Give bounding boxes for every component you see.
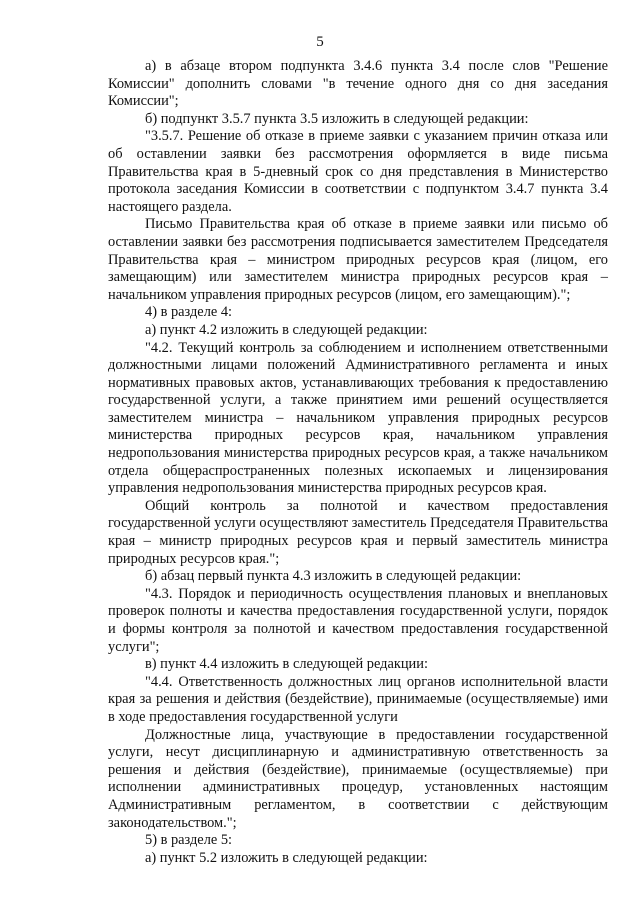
document-body xyxy=(108,58,608,867)
paragraph-refusal-letter: Письмо Правительства края об отказе в приеме заявки или письмо об оставлении заявки без рассмотрения подписывается заместителем Председателя Правительства края – министром природных ресурсов края (лицом, его замещающим) или заместителем министра природных ресурсов края – начальником управления природных ресурсов (лицом, его замещающим)."; xyxy=(108,216,608,303)
paragraph-3-5-7-text: "3.5.7. Решение об отказе в приеме заявки с указанием причин отказа или об оставлении заявки без рассмотрения оформляется в виде письма Правительства края в 5-дневный срок со дня представления в Министерство протокола заседания Комиссии в соответствии с подпунктом 3.4.7 пункта 3.4 настоящего раздела. xyxy=(108,128,608,215)
paragraph-4-4-text: "4.4. Ответственность должностных лиц органов исполнительной власти края за решения и действия (бездействие), принимаемые (осуществляемые) ими в ходе предоставления государственной услуги xyxy=(108,673,608,725)
paragraph-general-control: Общий контроль за полнотой и качеством предоставления государственной услуги осуществляют заместитель Председателя Правительства края – министр природных ресурсов края и первый заместитель министра природных ресурсов края."; xyxy=(108,497,608,567)
paragraph-4-2-text: "4.2. Текущий контроль за соблюдением и исполнением ответственными должностными лицами положений Административного регламента и иных нормативных правовых актов, устанавливающих требования к предоставлению государственной услуги, а также принятием ими решений осуществляется заместителем министра – начальником управления природных ресурсов министерства природных ресурсов края, начальником управления недропользования министерства природных ресурсов края, а также начальником отдела общераспространенных полезных ископаемых и лицензирования управления недропользования министерства природных ресурсов края. xyxy=(108,339,608,497)
paragraph-item-3-5-7-intro: б) подпункт 3.5.7 пункта 3.5 изложить в следующей редакции: xyxy=(145,110,529,127)
paragraph-item-5-2-intro: а) пункт 5.2 изложить в следующей редакции: xyxy=(145,849,428,866)
paragraph-officials-liability: Должностные лица, участвующие в предоставлении государственной услуги, несут дисциплинарную и административную ответственность за решения и действия (бездействие), принимаемые (осуществляемые) при исполнении административных процедур, установленных настоящим Административным регламентом, в соответствии с действующим законодательством."; xyxy=(108,726,608,831)
paragraph-4-3-text: "4.3. Порядок и периодичность осуществления плановых и внеплановых проверок полноты и качества предоставления государственной услуги, порядок и формы контроля за полнотой и качеством предоставления государственной услуги"; xyxy=(108,585,608,655)
paragraph-item-4-3-intro: б) абзац первый пункта 4.3 изложить в следующей редакции: xyxy=(145,568,522,585)
paragraph-item-4-2-intro: а) пункт 4.2 изложить в следующей редакции: xyxy=(145,321,428,338)
paragraph-section-5: 5) в разделе 5: xyxy=(145,832,233,849)
paragraph-amendment-3-4-6: а) в абзаце втором подпункта 3.4.6 пункта 3.4 после слов "Решение Комиссии" дополнить словами "в течение одного дня со дня заседания Комиссии"; xyxy=(108,58,608,110)
paragraph-section-4: 4) в разделе 4: xyxy=(145,304,233,321)
page-number: 5 xyxy=(316,34,324,50)
paragraph-item-4-4-intro: в) пункт 4.4 изложить в следующей редакции: xyxy=(145,656,428,673)
